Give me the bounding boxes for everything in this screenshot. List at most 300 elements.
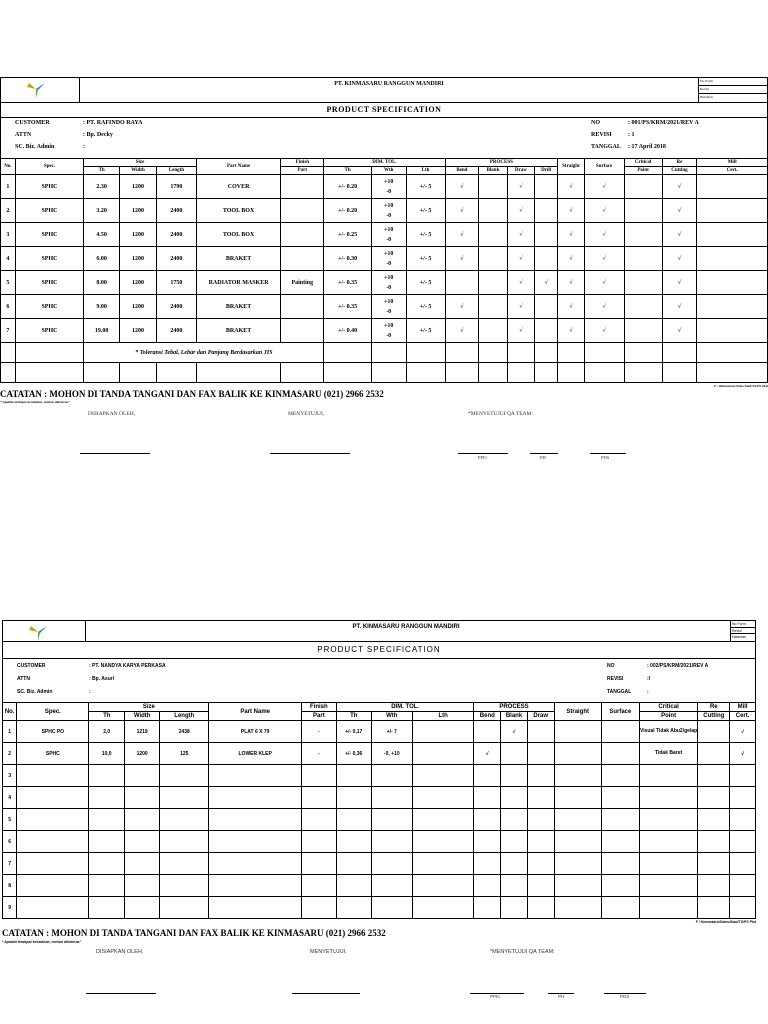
row-bend (474, 765, 501, 787)
row-part-name: BRAKET (196, 247, 280, 271)
row-finish: Painting (281, 271, 324, 295)
row-blank (479, 295, 507, 319)
note-row (1, 343, 768, 363)
row-bend: √ (445, 199, 479, 223)
row-no: 5 (1, 271, 16, 295)
tanggal-label: TANGGAL (607, 689, 632, 695)
row-blank (479, 199, 507, 223)
row-re-cutting (698, 897, 730, 919)
row-re-cutting: √ (662, 223, 697, 247)
row-blank (501, 765, 528, 787)
row-draw (527, 831, 554, 853)
table-row (3, 787, 756, 809)
table-row (1, 247, 768, 271)
row-dim-wth (371, 271, 406, 295)
row-bend (474, 787, 501, 809)
row-mill-cert (730, 897, 756, 919)
wth-plus: +10 (383, 250, 394, 257)
row-draw (527, 743, 554, 765)
row-dim-wth (371, 875, 412, 897)
form-footer (2, 919, 756, 999)
row-part-name (209, 787, 301, 809)
row-no: 5 (3, 809, 17, 831)
empty-cell (15, 363, 83, 383)
row-part-name: BRAKET (196, 295, 280, 319)
empty-cell (584, 363, 624, 383)
row-dim-wth (371, 831, 412, 853)
row-dim-lth: +/- 5 (406, 319, 445, 343)
col-blank: Blank (479, 167, 507, 175)
row-mill-cert: √ (730, 721, 756, 743)
row-draw (527, 765, 554, 787)
row-no: 4 (3, 787, 17, 809)
revisi-value: : 1 (628, 132, 635, 138)
row-spec: SPHC (15, 271, 83, 295)
row-mill-cert (697, 319, 768, 343)
empty-cell (324, 363, 371, 383)
row-mill-cert (730, 809, 756, 831)
col-spec: Spec. (17, 703, 89, 721)
row-dim-th: +/- 0,17 (336, 721, 371, 743)
row-dim-wth (371, 787, 412, 809)
qa-label: *MENYETUJUI QA TEAM: (468, 411, 533, 417)
wth-minus: -0 (386, 332, 392, 339)
admin-label: SC. Biz. Admin (15, 144, 55, 150)
col-critical: Critical (624, 159, 662, 167)
wth-tolerance (372, 297, 406, 317)
wth-plus: +10 (383, 226, 394, 233)
row-dim-th: +/- 0.20 (324, 199, 371, 223)
menyetujui-label: MENYETUJUI, (310, 949, 347, 955)
col-surface: Surface (584, 159, 624, 175)
row-surface: √ (584, 319, 624, 343)
row-width (125, 853, 160, 875)
row-no: 6 (1, 295, 16, 319)
row-dim-th: +/- 0.30 (324, 247, 371, 271)
row-spec: SPHC (15, 295, 83, 319)
row-re-cutting (698, 721, 730, 743)
wth-minus: -0 (386, 308, 392, 315)
row-finish (301, 765, 336, 787)
empty-cell (507, 363, 534, 383)
form-header (0, 77, 768, 102)
disiapkan-sign-line (86, 993, 156, 994)
logo-icon (27, 624, 49, 642)
row-th (89, 787, 125, 809)
col-length: Length (156, 167, 196, 175)
row-dim-th (336, 853, 371, 875)
customer-value: : PT. RAFINDO RAYA (83, 120, 143, 126)
company-logo (3, 621, 86, 641)
row-critical (639, 831, 698, 853)
row-part-name (209, 853, 301, 875)
empty-cell (445, 343, 479, 363)
row-surface (601, 853, 639, 875)
row-blank (479, 175, 507, 199)
col-process: PROCESS (445, 159, 558, 167)
row-length (160, 853, 209, 875)
row-surface: √ (584, 199, 624, 223)
row-straight (554, 765, 601, 787)
row-critical (624, 271, 662, 295)
empty-cell (624, 363, 662, 383)
row-mill-cert (697, 175, 768, 199)
row-dim-lth (412, 831, 474, 853)
menyetujui-sign-line (292, 993, 360, 994)
row-re-cutting: √ (662, 199, 697, 223)
row-draw: √ (507, 319, 534, 343)
tolerance-note: * Toleransi Tebal, Lebar dan Panjang Berdasarkan JIS (84, 343, 324, 363)
spec-table (0, 158, 768, 383)
row-length: 2400 (156, 223, 196, 247)
col-mill: Mill (697, 159, 768, 167)
row-critical (624, 199, 662, 223)
row-dim-lth: +/- 5 (406, 175, 445, 199)
tanggal-value: : 17 April 2018 (628, 144, 666, 150)
row-dim-lth: +/- 5 (406, 271, 445, 295)
row-critical (639, 897, 698, 919)
row-re-cutting (698, 809, 730, 831)
row-dim-wth (371, 897, 412, 919)
empty-cell (324, 343, 371, 363)
row-blank (479, 223, 507, 247)
row-part-name: TOOL BOX (196, 199, 280, 223)
row-dim-lth (412, 765, 474, 787)
row-bend: √ (445, 175, 479, 199)
row-width: 1200 (120, 295, 157, 319)
row-finish (301, 897, 336, 919)
empty-cell (84, 363, 120, 383)
catatan-subnote: * Apabila terdapat kesalahan, mohon diketeraa" (2, 940, 82, 944)
row-bend (474, 831, 501, 853)
row-surface (601, 721, 639, 743)
row-critical (624, 223, 662, 247)
row-length (160, 809, 209, 831)
row-no: 1 (3, 721, 17, 743)
row-critical (624, 319, 662, 343)
col-draw: Draw (527, 712, 554, 721)
row-dim-th: +/- 0.25 (324, 223, 371, 247)
row-draw (527, 809, 554, 831)
row-bend (474, 875, 501, 897)
row-surface (601, 743, 639, 765)
col-dim-th: Th (336, 712, 371, 721)
row-spec: SPHC (15, 223, 83, 247)
row-th (89, 875, 125, 897)
row-dim-th: +/- 0.40 (324, 319, 371, 343)
row-spec (17, 875, 89, 897)
row-part-name: BRAKET (196, 319, 280, 343)
row-length: 1790 (156, 175, 196, 199)
row-no: 7 (3, 853, 17, 875)
row-surface (601, 787, 639, 809)
col-no: No. (1, 159, 16, 175)
col-spec: Spec. (15, 159, 83, 175)
row-drill (535, 247, 558, 271)
row-surface (601, 875, 639, 897)
row-part-name: RADIATOR MASKER (196, 271, 280, 295)
row-finish: - (301, 743, 336, 765)
row-part-name: COVER (196, 175, 280, 199)
no-label: NO (591, 120, 600, 126)
row-blank (501, 743, 528, 765)
row-part-name (209, 809, 301, 831)
empty-cell (558, 343, 584, 363)
row-blank (501, 809, 528, 831)
row-re-cutting (698, 853, 730, 875)
row-blank (501, 875, 528, 897)
row-dim-th: +/- 0.35 (324, 295, 371, 319)
row-finish (301, 875, 336, 897)
col-straight: Straight (554, 703, 601, 721)
row-no: 8 (3, 875, 17, 897)
empty-cell (371, 363, 406, 383)
col-draw: Draw (507, 167, 534, 175)
row-mill-cert (730, 787, 756, 809)
row-re-cutting: √ (662, 319, 697, 343)
table-row (1, 199, 768, 223)
row-no: 6 (3, 831, 17, 853)
row-draw: √ (507, 295, 534, 319)
company-name: PT. KINMASARU RANGGUN MANDIRI (334, 81, 444, 87)
col-dim-wth: Wth (371, 712, 412, 721)
row-mill-cert (697, 271, 768, 295)
row-finish (301, 853, 336, 875)
customer-label: CUSTOMER (17, 663, 46, 669)
table-row (3, 765, 756, 787)
wth-tolerance (372, 249, 406, 269)
table-row (1, 175, 768, 199)
spec-table (2, 702, 756, 919)
col-finish-part: Part (281, 167, 324, 175)
customer-value: : PT. NANDYA KARYA PERKASA (89, 663, 166, 669)
row-th: 2,0 (89, 721, 125, 743)
empty-cell (662, 343, 697, 363)
row-no: 3 (1, 223, 16, 247)
row-dim-lth: +/- 5 (406, 223, 445, 247)
attn-label: ATTN (15, 132, 32, 138)
wth-plus: +10 (383, 322, 394, 329)
row-re-cutting (698, 765, 730, 787)
form-info (2, 659, 756, 702)
col-mill-cert: Cert. (730, 712, 756, 721)
empty-cell (558, 363, 584, 383)
row-straight (554, 743, 601, 765)
empty-cell (479, 343, 507, 363)
row-spec: SPHC PO (17, 721, 89, 743)
row-dim-th: +/- 0.20 (324, 175, 371, 199)
table-row (3, 853, 756, 875)
col-part-name: Part Name (209, 703, 301, 721)
row-width: 1200 (120, 247, 157, 271)
admin-value: : (83, 144, 85, 150)
row-no: 2 (3, 743, 17, 765)
row-no: 4 (1, 247, 16, 271)
row-critical (624, 295, 662, 319)
row-th: 4.50 (84, 223, 120, 247)
row-part-name: LOWER KLEP (209, 743, 301, 765)
col-dim-tol: DIM. TOL. (324, 159, 445, 167)
row-straight: √ (558, 175, 584, 199)
row-blank (479, 247, 507, 271)
row-finish (281, 175, 324, 199)
form-code: F / Kinmasaru/Sales/Stad/TS/PS Plat (695, 920, 756, 924)
row-spec (15, 343, 83, 363)
ppic-label: PPIC (490, 994, 501, 999)
col-critical-point: Point (639, 712, 698, 721)
row-finish (281, 199, 324, 223)
row-width (125, 831, 160, 853)
form-code: F / Kinmasaru/Sales/Stad/TS/PS Plat (714, 384, 768, 388)
row-re-cutting: √ (662, 271, 697, 295)
col-critical: Critical (639, 703, 698, 712)
row-bend: √ (445, 319, 479, 343)
col-re-cutting: Cutting (662, 167, 697, 175)
col-process: PROCESS (474, 703, 554, 712)
row-straight (554, 787, 601, 809)
wth-minus: -0 (386, 236, 392, 243)
meta-halaman: Halaman (732, 635, 747, 640)
row-dim-th (336, 765, 371, 787)
row-th (89, 853, 125, 875)
row-no: 9 (3, 897, 17, 919)
wth-plus: +10 (383, 202, 394, 209)
wth-tolerance (372, 201, 406, 221)
ph-label: PH (558, 994, 565, 999)
table-row (1, 295, 768, 319)
row-finish (301, 809, 336, 831)
col-mill-cert: Cert. (697, 167, 768, 175)
row-spec (17, 787, 89, 809)
row-blank (501, 831, 528, 853)
row-critical (639, 875, 698, 897)
row-dim-lth (412, 787, 474, 809)
col-dim-tol: DIM. TOL. (336, 703, 474, 712)
row-straight (554, 853, 601, 875)
row-bend: √ (445, 295, 479, 319)
pds-label: PDS (601, 455, 610, 460)
row-dim-wth (371, 809, 412, 831)
no-value: : 002/PS/KRM/2021/REV A (647, 663, 709, 669)
row-dim-lth (412, 809, 474, 831)
meta-halaman: Halaman (700, 94, 713, 99)
row-straight (554, 875, 601, 897)
row-drill (535, 295, 558, 319)
qa-label: *MENYETUJUI QA TEAM: (490, 949, 555, 955)
row-mill-cert (730, 875, 756, 897)
row-dim-wth (371, 247, 406, 271)
row-dim-lth (412, 721, 474, 743)
company-logo (1, 78, 80, 102)
col-re-cutting: Cutting (698, 712, 730, 721)
revisi-value: :I (647, 676, 651, 682)
row-th: 19.00 (84, 319, 120, 343)
col-finish: Finish (301, 703, 336, 712)
row-part-name (209, 897, 301, 919)
row-width (125, 897, 160, 919)
empty-cell (624, 343, 662, 363)
row-dim-lth: +/- 5 (406, 247, 445, 271)
row-mill-cert (697, 247, 768, 271)
row-width: 1200 (120, 319, 157, 343)
row-finish: - (301, 721, 336, 743)
row-straight (554, 809, 601, 831)
meta-revisi: Revisi (731, 628, 755, 635)
row-part-name: TOOL BOX (196, 223, 280, 247)
empty-cell (406, 363, 445, 383)
row-re-cutting: √ (662, 295, 697, 319)
row-th: 2.30 (84, 175, 120, 199)
row-re-cutting (698, 743, 730, 765)
empty-cell (697, 343, 768, 363)
row-blank: √ (501, 721, 528, 743)
ppic-sign-line (458, 453, 508, 454)
row-critical (624, 247, 662, 271)
col-th: Th (84, 167, 120, 175)
row-no (1, 343, 16, 363)
row-draw: √ (507, 271, 534, 295)
ppic-label: PPIC (478, 455, 488, 460)
row-straight (554, 831, 601, 853)
row-mill-cert: √ (730, 743, 756, 765)
row-bend: √ (445, 247, 479, 271)
table-row (1, 319, 768, 343)
ph-sign-line (530, 453, 558, 454)
table-row (3, 831, 756, 853)
row-mill-cert (730, 765, 756, 787)
spec-form-2 (2, 620, 756, 999)
row-surface (601, 831, 639, 853)
wth-plus: +10 (383, 178, 394, 185)
pds-sign-line (590, 453, 626, 454)
row-drill: √ (535, 271, 558, 295)
row-spec (17, 765, 89, 787)
row-dim-th (336, 875, 371, 897)
empty-cell (535, 363, 558, 383)
row-width: 1200 (125, 743, 160, 765)
row-width: 1200 (120, 199, 157, 223)
row-dim-wth (371, 175, 406, 199)
table-row (3, 809, 756, 831)
row-no: 2 (1, 199, 16, 223)
row-surface: √ (584, 247, 624, 271)
tanggal-label: TANGGAL (591, 144, 621, 150)
catatan-subnote: * Apabila terdapat kesalahan, mohon diketeraa" (0, 400, 71, 404)
row-critical: Tidak Baret (639, 743, 698, 765)
row-spec: SPHC (17, 743, 89, 765)
row-surface: √ (584, 295, 624, 319)
row-bend (474, 809, 501, 831)
row-width (125, 875, 160, 897)
wth-minus: -0 (386, 284, 392, 291)
col-dim-wth: Wth (371, 167, 406, 175)
row-re-cutting: √ (662, 175, 697, 199)
row-critical (624, 175, 662, 199)
row-dim-wth (371, 765, 412, 787)
row-finish (301, 831, 336, 853)
pds-label: PDS (620, 994, 630, 999)
row-draw (527, 787, 554, 809)
empty-cell (156, 363, 196, 383)
menyetujui-label: MENYETUJUI, (288, 411, 325, 417)
row-th (89, 809, 125, 831)
empty-cell (507, 343, 534, 363)
row-dim-lth (412, 875, 474, 897)
meta-revisi: Revisi (699, 86, 767, 94)
row-finish (301, 787, 336, 809)
row-length: 2400 (156, 319, 196, 343)
row-length (160, 831, 209, 853)
